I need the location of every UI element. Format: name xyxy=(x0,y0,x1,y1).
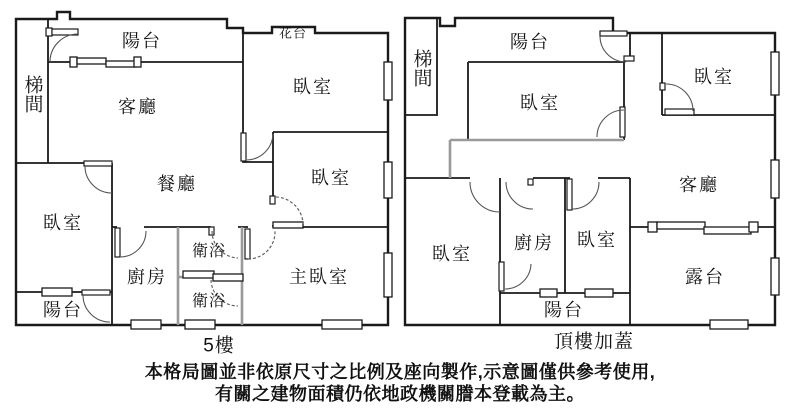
room-label-bedroom-tr: 臥室 xyxy=(293,77,333,97)
window xyxy=(322,320,362,329)
room-label-stairwell: 梯間 xyxy=(21,75,43,113)
room-label-terrace: 露台 xyxy=(685,267,725,287)
window xyxy=(771,52,779,95)
room-label-balcony-bottom: 陽台 xyxy=(43,300,83,320)
window xyxy=(134,57,141,67)
window xyxy=(771,258,779,295)
room-label-living-room: 客廳 xyxy=(118,97,158,117)
room-label-bedroom-bl: 臥室 xyxy=(43,213,83,233)
door-jamb xyxy=(528,179,533,185)
room-label-bedroom-mr: 臥室 xyxy=(311,168,351,188)
window xyxy=(42,288,72,296)
door-leaf xyxy=(245,229,250,259)
plan-rooftop-partition-walls xyxy=(450,140,624,178)
door-leaf xyxy=(115,228,120,257)
window xyxy=(106,61,136,67)
door-leaf xyxy=(241,133,246,161)
door-leaf xyxy=(82,290,110,295)
window xyxy=(657,222,705,229)
room-label-bedroom-tr-2: 臥室 xyxy=(694,67,734,87)
room-label-master-bedroom: 主臥室 xyxy=(289,267,349,287)
door-leaf xyxy=(567,179,572,210)
door-leaf xyxy=(600,31,627,36)
window xyxy=(131,320,161,329)
window xyxy=(749,222,758,232)
window xyxy=(585,289,613,297)
room-label-stairwell-2: 梯間 xyxy=(410,49,432,87)
room-label-bathroom-upper: 衛浴 xyxy=(191,243,227,260)
room-label-dining-room: 餐廳 xyxy=(157,174,197,194)
window xyxy=(384,162,392,198)
room-label-balcony-bottom-2: 陽台 xyxy=(544,300,584,320)
window xyxy=(771,160,779,198)
window xyxy=(77,58,106,64)
plan-caption-rooftop: 頂樓加蓋 xyxy=(553,331,635,353)
window xyxy=(540,289,557,297)
room-label-balcony-top: 陽台 xyxy=(122,31,162,51)
door-swing-arc xyxy=(470,36,693,289)
window xyxy=(273,222,303,228)
room-label-kitchen: 廚房 xyxy=(127,267,167,287)
vanity-counter xyxy=(183,271,214,278)
plan-caption-5f: 5樓 xyxy=(203,335,235,357)
door-jamb xyxy=(46,28,52,36)
window xyxy=(704,227,751,234)
plan-rooftop-doors xyxy=(470,31,694,291)
disclaimer-line-2: 有關之建物面積仍依地政機關謄本登載為主。 xyxy=(215,384,585,404)
room-label-balcony-top-2: 陽台 xyxy=(510,32,550,52)
window xyxy=(70,57,77,67)
window xyxy=(384,62,392,100)
room-label-bedroom-center: 臥室 xyxy=(520,93,560,113)
door-leaf xyxy=(665,109,694,115)
window xyxy=(710,320,748,329)
door-jamb xyxy=(660,83,665,90)
disclaimer-line-1: 本格局圖並非依原尺寸之比例及座向製作,示意圖僅供參考使用, xyxy=(144,362,656,382)
door-jamb xyxy=(624,56,634,61)
room-label-living-room-2: 客廳 xyxy=(679,175,719,195)
window xyxy=(185,320,215,329)
door-leaf xyxy=(620,107,625,137)
room-label-kitchen-2: 廚房 xyxy=(514,233,554,253)
window xyxy=(384,253,392,297)
room-label-bedroom-bl-2: 臥室 xyxy=(432,244,472,264)
plan-rooftop-windows xyxy=(540,52,779,329)
door-leaf xyxy=(84,161,112,166)
door-leaf xyxy=(499,262,504,291)
door-jamb xyxy=(270,196,275,204)
room-label-bedroom-small: 臥室 xyxy=(577,230,617,250)
vanity-counter xyxy=(213,274,243,281)
window xyxy=(648,222,657,232)
plan-5f-windows xyxy=(42,57,392,329)
room-label-bathroom-lower: 衛浴 xyxy=(191,293,227,310)
room-label-flower-bed: 花台 xyxy=(278,25,308,41)
